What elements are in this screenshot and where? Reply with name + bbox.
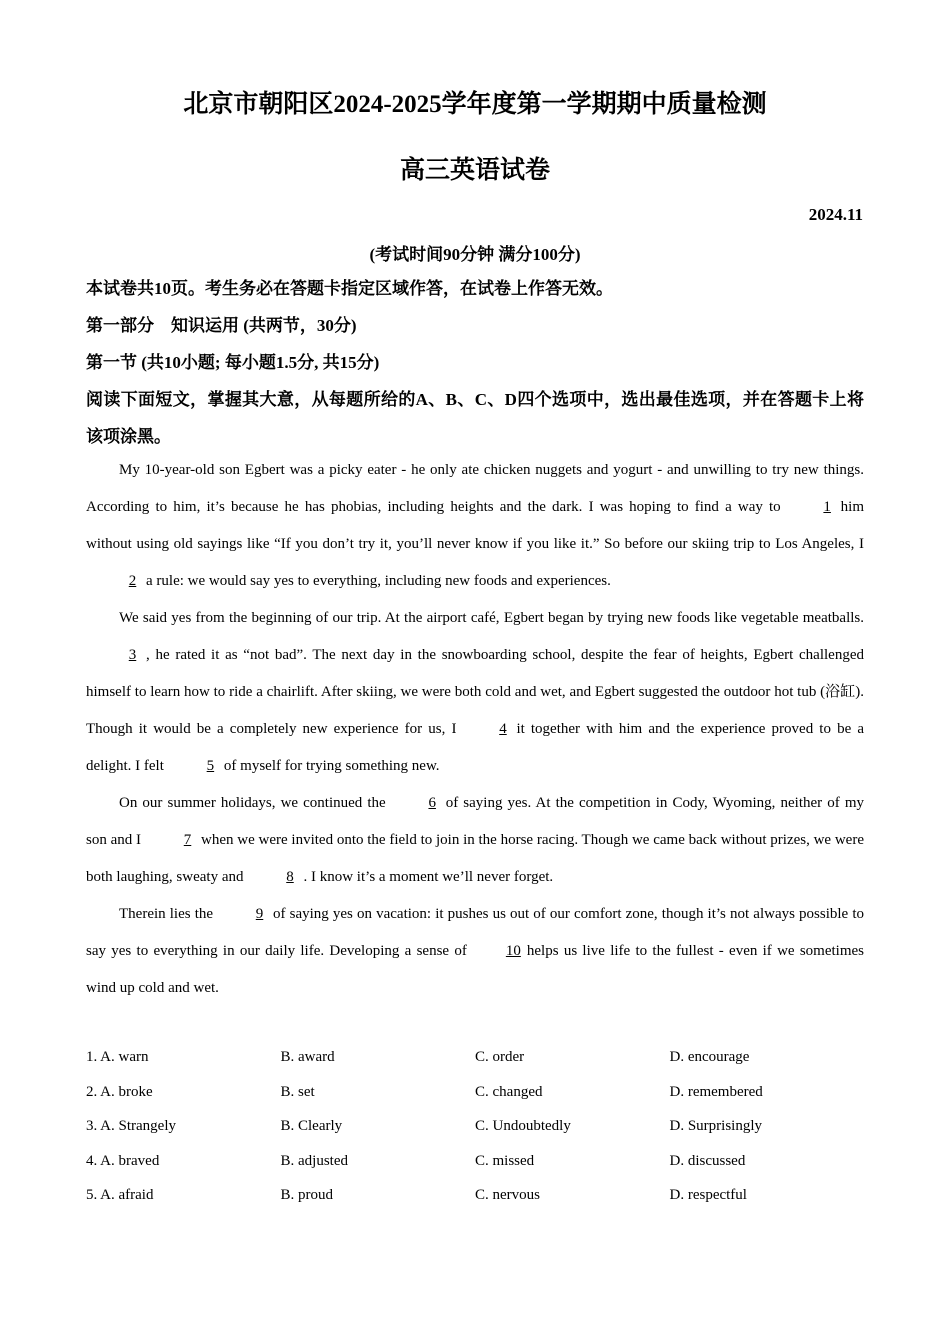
paragraph-2	[86, 600, 864, 785]
passage-text: of myself for trying something new.	[223, 758, 440, 774]
passage-text: of saying yes on vacation: it pushes us out of our comfort zone, though it’s not always possible to say yes to everything in our daily life. Developing a sense of	[86, 906, 864, 959]
question-4-options	[86, 1146, 864, 1181]
option-a: 4. A. braved	[86, 1152, 160, 1169]
option-a: 5. A. afraid	[86, 1187, 154, 1203]
passage-text: it together with him and the experience proved to be a delight. I felt	[86, 721, 864, 774]
paragraph-1	[86, 452, 864, 600]
passage-text: On our summer holidays, we continued the	[119, 795, 386, 811]
question-3-options	[86, 1111, 864, 1146]
part-heading: 第一部分 知识运用 (共两节，30分)	[86, 316, 357, 335]
option-b: B. set	[280, 1083, 315, 1100]
passage-text: helps us live life to the fullest - even if we sometimes wind up cold and wet.	[86, 943, 865, 996]
blank-6: 6	[428, 795, 436, 811]
exam-date: 2024.11	[808, 205, 863, 224]
passage	[86, 452, 864, 1007]
blank-2: 2	[128, 573, 137, 589]
exam-title: 北京市朝阳区2024-2025学年度第一学期期中质量检测	[183, 91, 767, 118]
option-d: D. respectful	[669, 1187, 747, 1203]
question-5-options	[86, 1180, 864, 1215]
blank-1: 1	[823, 499, 831, 515]
passage-text: when we were invited onto the field to join in the horse racing. Though we came back without prizes, we were both laughing, sweaty and	[86, 832, 864, 885]
blank-10: 10	[505, 943, 521, 959]
blank-8: 8	[286, 869, 294, 885]
blank-5: 5	[206, 758, 215, 774]
blank-9: 9	[255, 906, 264, 922]
passage-text: him without using old sayings like “If you don’t try it, you’ll never know if you like it.” So before our skiing trip to Los Angeles, I	[86, 499, 864, 552]
option-b: B. adjusted	[280, 1152, 348, 1169]
option-c: C. missed	[475, 1152, 535, 1169]
answer-options	[86, 1042, 864, 1215]
option-a: 1. A. warn	[86, 1049, 149, 1065]
section-heading: 第一节 (共10小题; 每小题1.5分, 共15分)	[86, 353, 380, 372]
option-d: D. remembered	[669, 1083, 763, 1100]
exam-subtitle: 高三英语试卷	[399, 157, 550, 184]
passage-text: . I know it’s a moment we’ll never forget.	[303, 869, 554, 885]
passage-text: a rule: we would say yes to everything, including new foods and experiences.	[146, 573, 611, 589]
blank-7: 7	[183, 832, 192, 848]
paragraph-3	[86, 785, 864, 896]
question-2-options	[86, 1077, 864, 1112]
passage-text: Therein lies the	[119, 906, 214, 922]
option-d: D. discussed	[669, 1152, 746, 1169]
option-a: 2. A. broke	[86, 1083, 153, 1100]
option-b: B. proud	[280, 1187, 333, 1203]
passage-text: of saying yes. At the competition in Cody, Wyoming, neither of my son and I	[86, 795, 864, 848]
blank-4: 4	[499, 721, 507, 737]
passage-text: My 10-year-old son Egbert was a picky eater - he only ate chicken nuggets and yogurt - and unwilling to try new things. According to him, it’s because he has phobias, including heights and the dark. I was hoping to find a way to	[86, 462, 864, 515]
option-c: C. nervous	[475, 1187, 540, 1203]
question-1-options	[86, 1042, 864, 1077]
option-c: C. Undoubtedly	[475, 1118, 571, 1134]
blank-3: 3	[128, 647, 137, 663]
exam-info: (考试时间90分钟 满分100分)	[369, 245, 581, 264]
passage-text: , he rated it as “not bad”. The next day in the snowboarding school, despite the fear of heights, Egbert challenged himself to learn how to ride a chairlift. After skiing, we were both cold and wet, and Egbert suggested the outdoor hot tub (浴缸). Though it would be a completely new experience for us, I	[86, 647, 864, 737]
option-c: C. changed	[475, 1083, 543, 1100]
passage-text: We said yes from the beginning of our trip. At the airport café, Egbert began by trying new foods like vegetable meatballs.	[119, 610, 864, 626]
paragraph-4	[86, 896, 864, 1007]
option-d: D. Surprisingly	[669, 1118, 763, 1134]
option-b: B. award	[280, 1049, 335, 1065]
option-c: C. order	[475, 1049, 525, 1065]
option-d: D. encourage	[669, 1049, 750, 1065]
directions: 阅读下面短文，掌握其大意，从每题所给的A、B、C、D四个选项中，选出最佳选项，并在答题卡上将该项涂黑。	[86, 390, 864, 446]
notice: 本试卷共10页。考生务必在答题卡指定区域作答，在试卷上作答无效。	[86, 279, 613, 298]
option-a: 3. A. Strangely	[86, 1118, 176, 1134]
option-b: B. Clearly	[280, 1118, 343, 1134]
